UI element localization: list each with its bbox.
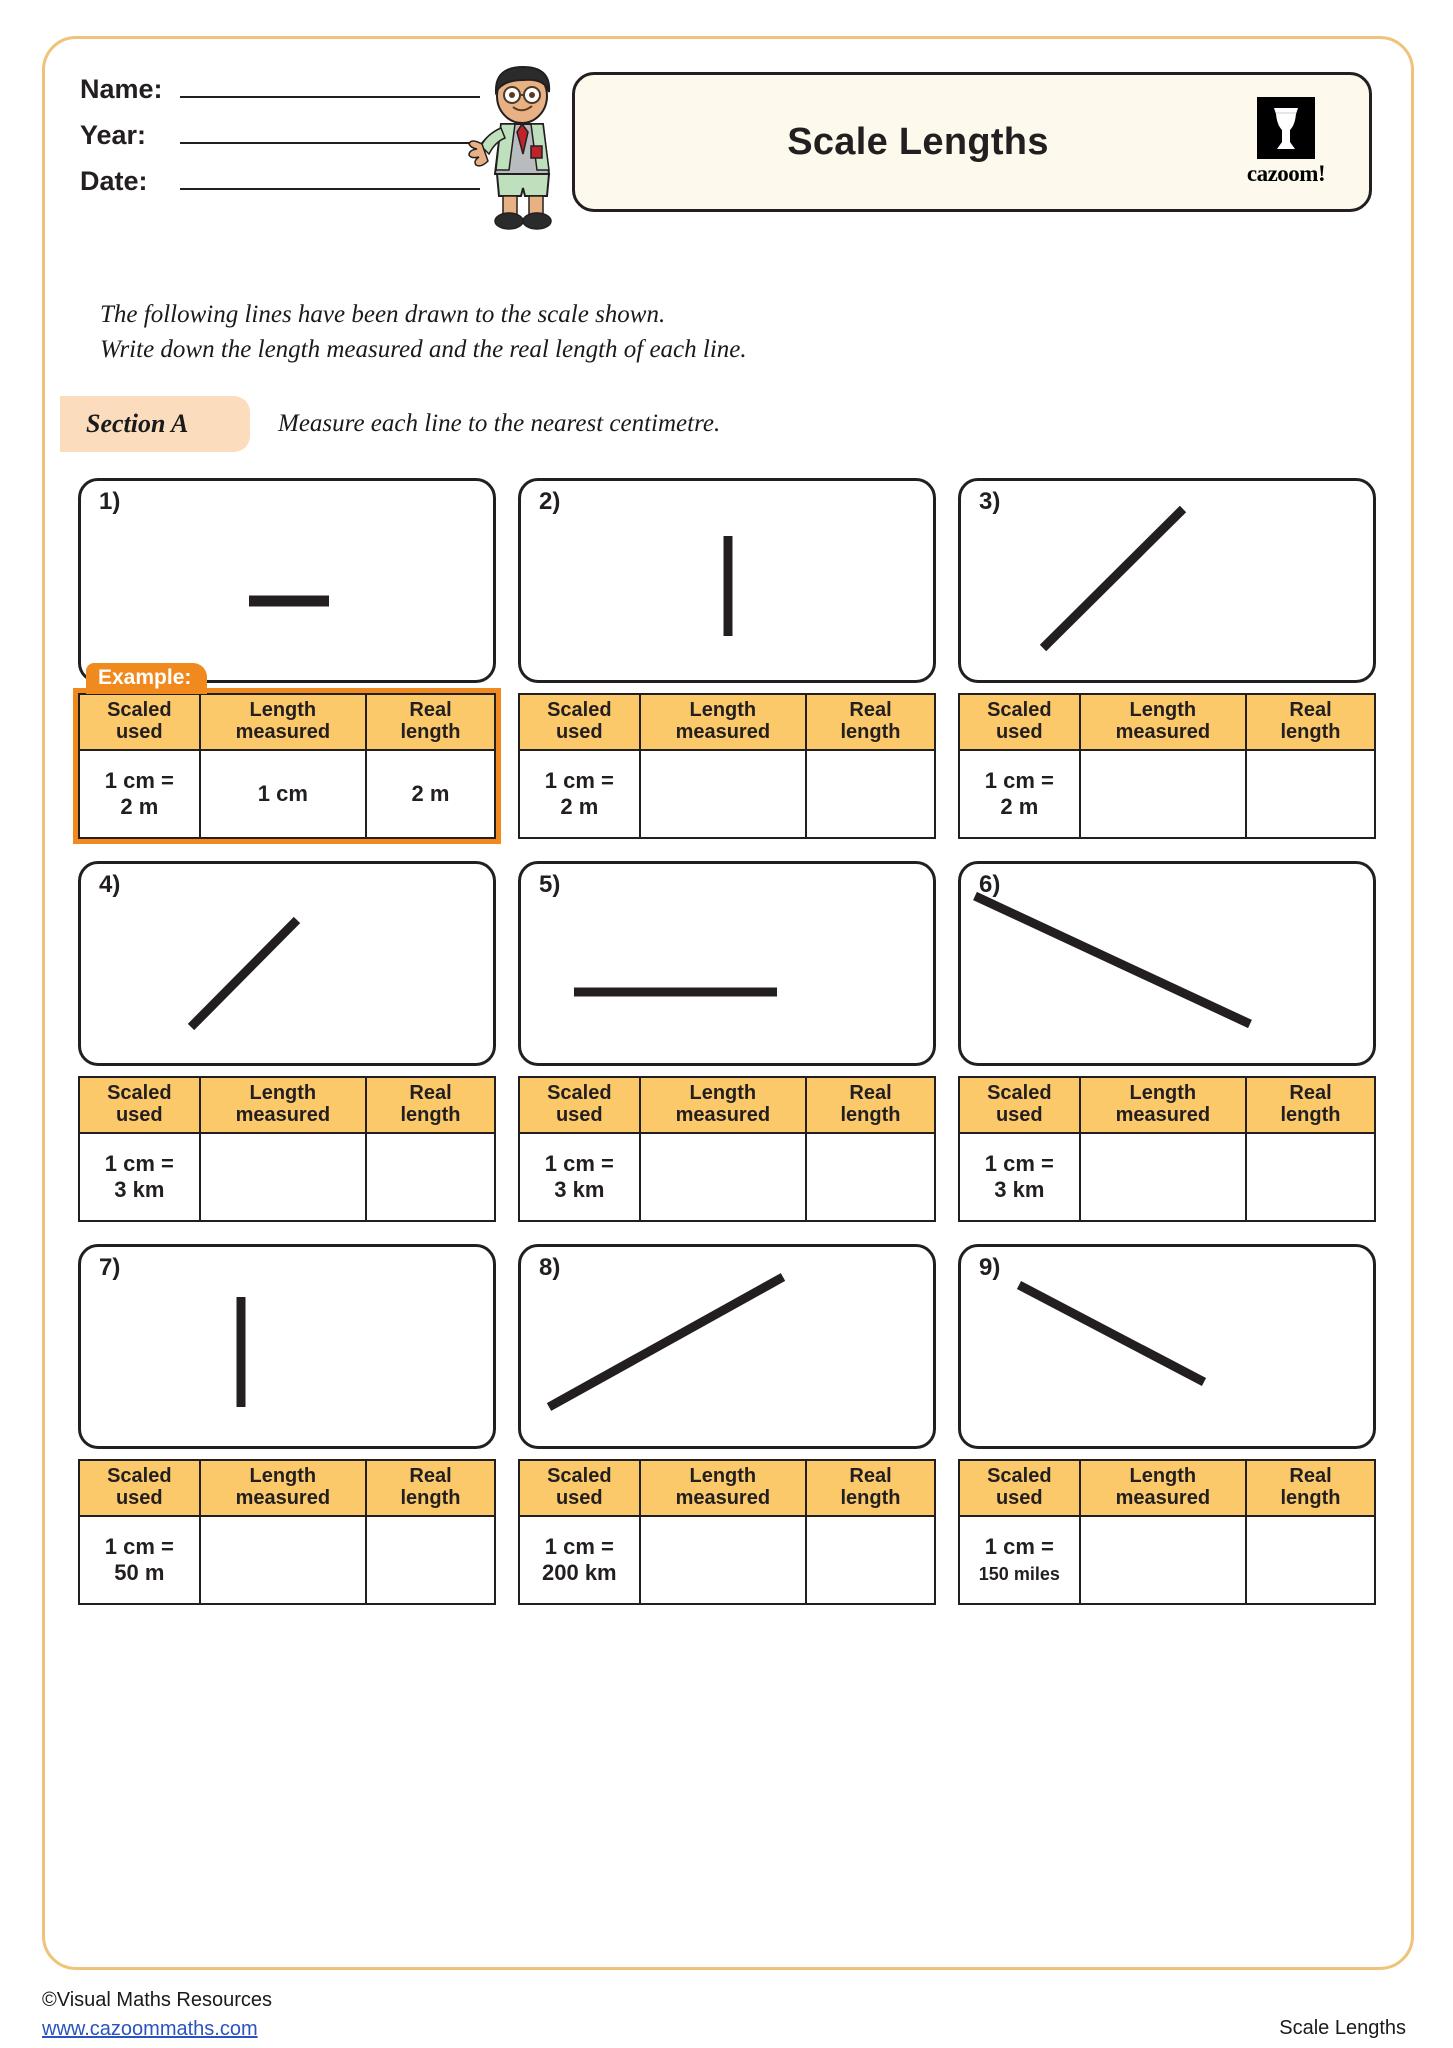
- scale-cell-5: 1 cm = 3 km: [519, 1133, 640, 1221]
- student-info-fields: [80, 72, 480, 210]
- header-real-length: Real length: [1246, 1460, 1375, 1516]
- scale-cell-8: 1 cm = 200 km: [519, 1516, 640, 1604]
- date-input-line[interactable]: [180, 164, 480, 190]
- line-canvas-2: [518, 478, 936, 683]
- real-answer-cell-8[interactable]: [806, 1516, 935, 1604]
- real-answer-cell-4[interactable]: [366, 1133, 495, 1221]
- section-a-instruction: Measure each line to the nearest centimetre.: [278, 410, 721, 437]
- name-input-line[interactable]: [180, 72, 480, 98]
- header-length-measured: Length measured: [640, 694, 806, 750]
- table-header-row: [79, 1077, 495, 1133]
- header-scale-used: Scaled used: [959, 694, 1080, 750]
- footer-credits: [42, 1986, 272, 2044]
- question-number-2: 2): [539, 488, 561, 515]
- section-a-label: Section A: [86, 409, 189, 438]
- header-length-measured: Length measured: [1080, 1460, 1246, 1516]
- question-row-1: [78, 478, 1378, 839]
- footer-worksheet-name: Scale Lengths: [1279, 2017, 1406, 2039]
- worksheet-title-banner: [572, 72, 1372, 212]
- intro-line-1: The following lines have been drawn to the scale shown.: [100, 301, 666, 328]
- question-cell-3: [958, 478, 1376, 839]
- line-canvas-7: [78, 1244, 496, 1449]
- measured-line-7: [81, 1247, 493, 1446]
- header-length-measured: Length measured: [640, 1460, 806, 1516]
- table-header-row: [79, 694, 495, 750]
- header-meas-line2: measured: [235, 721, 331, 743]
- question-cell-9: [958, 1244, 1376, 1605]
- question-row-3: [78, 1244, 1378, 1605]
- question-number-9: 9): [979, 1254, 1001, 1281]
- header-real-length: Real length: [806, 1077, 935, 1133]
- header-scale-used: Scaled used: [519, 694, 640, 750]
- measured-line-3: [961, 481, 1373, 680]
- example-badge: Example:: [86, 663, 207, 694]
- table-header-row: [519, 1460, 935, 1516]
- cazoommaths-link[interactable]: www.cazoommaths.com: [42, 2018, 258, 2040]
- line-canvas-3: [958, 478, 1376, 683]
- line-canvas-8: [518, 1244, 936, 1449]
- waving-student-mascot-icon: [465, 62, 575, 232]
- line-canvas-5: [518, 861, 936, 1066]
- scale-cell-6: 1 cm = 3 km: [959, 1133, 1080, 1221]
- table-row: [519, 750, 935, 838]
- header-scale-used: Scaled used: [959, 1077, 1080, 1133]
- header-real-length: Real length: [1246, 1077, 1375, 1133]
- table-row: [79, 750, 495, 838]
- real-answer-cell-3[interactable]: [1246, 750, 1375, 838]
- table-row: [519, 1516, 935, 1604]
- question-cell-8: [518, 1244, 936, 1605]
- scale-line1: 1 cm =: [104, 768, 174, 794]
- line-canvas-1: [78, 478, 496, 683]
- name-label: Name:: [80, 74, 163, 104]
- header-real-length: Real length: [366, 1460, 495, 1516]
- measured-answer-cell-5[interactable]: [640, 1133, 806, 1221]
- scale-cell-3: 1 cm = 2 m: [959, 750, 1080, 838]
- header-real-length: Real length: [806, 694, 935, 750]
- table-header-row: [959, 1460, 1375, 1516]
- page-title: Scale Lengths: [787, 120, 1049, 163]
- date-field-row: [80, 164, 480, 197]
- header-real-length: Real length: [806, 1460, 935, 1516]
- question-cell-4: [78, 861, 496, 1222]
- hourglass-logo-icon: [1257, 97, 1315, 159]
- table-header-row: [519, 694, 935, 750]
- header-length-measured: Length measured: [200, 1460, 366, 1516]
- header-length-measured: [200, 694, 366, 750]
- year-field-row: [80, 118, 480, 151]
- header-scale-used: Scaled used: [959, 1460, 1080, 1516]
- cazoom-wordmark: cazoom!: [1246, 161, 1326, 186]
- scale-cell-4: 1 cm = 3 km: [79, 1133, 200, 1221]
- answer-table-5: [518, 1076, 936, 1222]
- questions-grid: [78, 478, 1378, 1627]
- table-row: [79, 1516, 495, 1604]
- answer-table-6: [958, 1076, 1376, 1222]
- question-number-1: 1): [99, 488, 121, 515]
- real-answer-cell-5[interactable]: [806, 1133, 935, 1221]
- scale-cell-2: 1 cm = 2 m: [519, 750, 640, 838]
- question-number-7: 7): [99, 1254, 121, 1281]
- header-real-length: Real length: [1246, 694, 1375, 750]
- measured-line-1: [81, 481, 493, 680]
- measured-answer-cell-3[interactable]: [1080, 750, 1246, 838]
- header-scale-line2: used: [115, 721, 163, 743]
- scale-cell-7: 1 cm = 50 m: [79, 1516, 200, 1604]
- real-answer-cell-1[interactable]: 2 m: [366, 750, 495, 838]
- answer-table-7: [78, 1459, 496, 1605]
- measured-answer-cell-1[interactable]: 1 cm: [200, 750, 366, 838]
- copyright-text: ©Visual Maths Resources: [42, 1989, 273, 2011]
- header-length-measured: Length measured: [1080, 1077, 1246, 1133]
- name-field-row: [80, 72, 480, 105]
- question-number-6: 6): [979, 871, 1001, 898]
- date-label: Date:: [80, 166, 148, 196]
- header-meas-line1: Length: [249, 699, 317, 722]
- question-number-5: 5): [539, 871, 561, 898]
- table-row: [959, 1133, 1375, 1221]
- question-number-3: 3): [979, 488, 1001, 515]
- measured-line-8: [521, 1247, 933, 1446]
- measured-answer-cell-4[interactable]: [200, 1133, 366, 1221]
- measured-answer-cell-8[interactable]: [640, 1516, 806, 1604]
- measured-line-4: [81, 864, 493, 1063]
- answer-table-4: [78, 1076, 496, 1222]
- question-cell-2: [518, 478, 936, 839]
- cazoom-logo: [1221, 97, 1351, 187]
- answer-table-9: [958, 1459, 1376, 1605]
- table-header-row: [959, 694, 1375, 750]
- section-a-pill: [60, 396, 250, 452]
- measured-answer-cell-6[interactable]: [1080, 1133, 1246, 1221]
- table-row: [959, 1516, 1375, 1604]
- real-answer-cell-7[interactable]: [366, 1516, 495, 1604]
- worksheet-header: [80, 62, 1370, 222]
- question-cell-1: [78, 478, 496, 839]
- question-row-2: [78, 861, 1378, 1222]
- table-header-row: [79, 1460, 495, 1516]
- header-scale-used: Scaled used: [79, 1460, 200, 1516]
- header-real-length: [366, 694, 495, 750]
- header-scale-used: Scaled used: [519, 1077, 640, 1133]
- header-scale-used: Scaled used: [79, 1077, 200, 1133]
- year-input-line[interactable]: [180, 118, 480, 144]
- question-number-8: 8): [539, 1254, 561, 1281]
- example-table-wrapper-1: [78, 666, 496, 839]
- table-row: [959, 750, 1375, 838]
- measured-line-6: [961, 864, 1373, 1063]
- scale-line2: 2 m: [120, 794, 159, 819]
- intro-line-2: Write down the length measured and the real length of each line.: [100, 335, 747, 363]
- answer-table-8: [518, 1459, 936, 1605]
- answer-table-3: [958, 693, 1376, 839]
- header-real-line2: length: [400, 721, 461, 743]
- line-canvas-9: [958, 1244, 1376, 1449]
- measured-line-5: [521, 864, 933, 1063]
- table-header-row: [519, 1077, 935, 1133]
- line-canvas-6: [958, 861, 1376, 1066]
- answer-table-2: [518, 693, 936, 839]
- header-real-line1: Real: [409, 699, 452, 722]
- table-row: [519, 1133, 935, 1221]
- header-real-length: Real length: [366, 1077, 495, 1133]
- real-answer-cell-6[interactable]: [1246, 1133, 1375, 1221]
- measured-line-9: [961, 1247, 1373, 1446]
- header-scale-line1: Scaled: [107, 699, 172, 722]
- header-scale-used: Scaled used: [519, 1460, 640, 1516]
- table-row: [79, 1133, 495, 1221]
- header-length-measured: Length measured: [640, 1077, 806, 1133]
- header-scale-used: [79, 694, 200, 750]
- year-label: Year:: [80, 120, 147, 150]
- line-canvas-4: [78, 861, 496, 1066]
- answer-table-1: [78, 693, 496, 839]
- header-length-measured: Length measured: [200, 1077, 366, 1133]
- scale-cell-9: 1 cm = 150 miles: [959, 1516, 1080, 1604]
- measured-answer-cell-9[interactable]: [1080, 1516, 1246, 1604]
- scale-cell-1: [79, 750, 200, 838]
- question-cell-5: [518, 861, 936, 1222]
- measured-answer-cell-2[interactable]: [640, 750, 806, 838]
- header-length-measured: Length measured: [1080, 694, 1246, 750]
- question-cell-7: [78, 1244, 496, 1605]
- worksheet-footer: [42, 1986, 1414, 2048]
- real-answer-cell-2[interactable]: [806, 750, 935, 838]
- table-header-row: [959, 1077, 1375, 1133]
- section-a-bar: [60, 396, 720, 452]
- measured-line-2: [521, 481, 933, 680]
- measured-answer-cell-7[interactable]: [200, 1516, 366, 1604]
- real-answer-cell-9[interactable]: [1246, 1516, 1375, 1604]
- intro-instructions: [100, 298, 747, 367]
- question-cell-6: [958, 861, 1376, 1222]
- question-number-4: 4): [99, 871, 121, 898]
